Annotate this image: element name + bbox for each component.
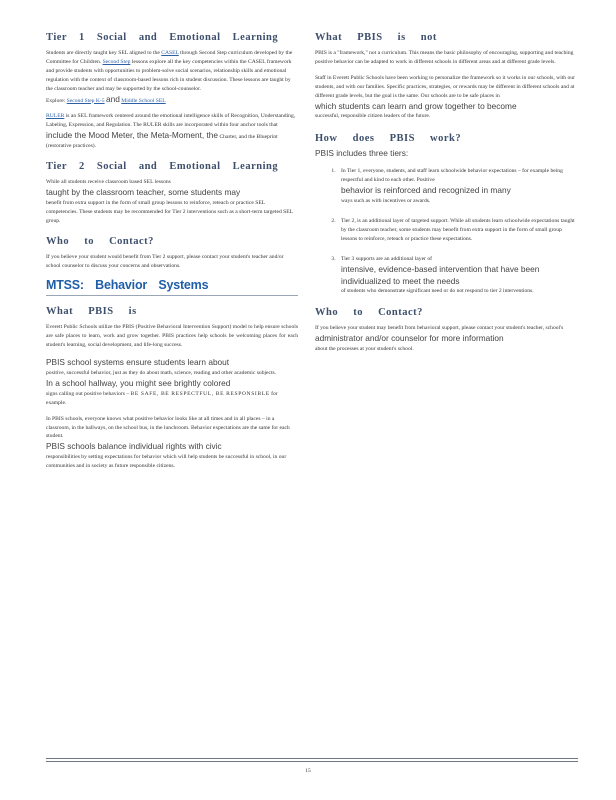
pbis-paragraph-2 [46, 357, 298, 408]
middle-school-sel-link[interactable]: Middle School SEL [121, 97, 166, 104]
tier2-text-b: benefit from extra support in the form of small group lessons to reinforce, reteach or practice SEL competencies. These students may be recommended for Tier 2 interventions such as a short-term targeted SEL group. [46, 199, 293, 224]
ruler-text-a: is an SEL framework centered around the emotional intelligence skills of Recognition, Understanding, Labeling, Expression, and Regulation. The RULER skills are incorporated within four anchor tools that [46, 113, 296, 129]
tier1-text-a: Students are directly taught key SEL aligned to the [46, 50, 160, 56]
pbis-not-text-2: Staff in Everett Public Schools have been working to personalize the framework so it works in our schools, with our students, and with our families. Specific practices, strategies, or rewards may be different in different schools and at different grade levels, but the goal is the same. Our schools are to be safe places in [315, 74, 575, 99]
pbis-text-5: responsibilities by setting expectations for behavior which will help students be successful in school, in our communities and in society as future responsible citizens. [46, 454, 287, 470]
second-step-link[interactable]: Second Step [102, 58, 131, 65]
pbis-large-2: In a school hallway, you might see brightly colored [46, 377, 231, 388]
mtss-behavior-heading: MTSS: Behavior Systems [46, 278, 209, 293]
pbis-text-2: positive, successful behavior, just as they do about math, science, reading and other academic subjects. [46, 370, 277, 377]
three-tiers-subheading: PBIS includes three tiers: [315, 148, 409, 159]
tiers-list [315, 167, 577, 296]
tier-2-item: 2. Tier 2, is an additional layer of targeted support. While all students learn schoolwide expectations taught by the classroom teacher, some students may benefit from extra support in the form of small group lessons to reinforce, reteach or practice these expectations. [337, 217, 577, 244]
explore-and: and [106, 93, 120, 104]
tier2-contact-heading: Who to Contact? [46, 235, 154, 247]
pbis-text-3a: signs calling out positive behaviors – [46, 390, 130, 397]
footer-rule-bottom [46, 761, 578, 762]
how-pbis-works-heading: How does PBIS work? [315, 133, 462, 145]
left-column [46, 32, 298, 478]
ruler-text-large: include the Mood Meter, the Meta-Moment, the [46, 130, 219, 141]
tier-3-large: intensive, evidence-based intervention that have been individualized to meet the needs [341, 263, 540, 286]
tier-1-large: behavior is reinforced and recognized in many [341, 185, 511, 196]
tier2-text-a: While all students receive classroom based SEL lessons [46, 179, 171, 186]
tier-1-item [337, 167, 577, 206]
tier-3-text-a: Tier 3 supports are an additional layer of [341, 255, 432, 262]
ruler-link[interactable]: RULER [46, 113, 65, 120]
right-column [315, 32, 577, 361]
pbis-not-text-3: successful, responsible citizen leaders of the future. [315, 113, 431, 120]
what-pbis-is-heading: What PBIS is [46, 306, 137, 318]
behavior-contact-heading: Who to Contact? [315, 307, 423, 319]
tier1-text-d: lessons explore all the key competencies within the CASEL framework and provide students with opportunities to problem-solve social scenarios, relationship skills and emotional regulation with the context of classroom-based lessons rich in student discussion. These lessons are taught by the classroom teacher and may be supported by the school-counselor. [46, 58, 292, 92]
tier2-text-large: taught by the classroom teacher, some students may [46, 186, 241, 197]
ruler-text-b: Charter, and the Blueprint (restorative practices). [46, 134, 278, 150]
pbis-text-3b: for example. [46, 390, 278, 406]
casel-link[interactable]: CASEL [161, 50, 179, 56]
behavior-contact-paragraph [315, 324, 577, 354]
what-pbis-is-not-heading: What PBIS is not [315, 32, 437, 43]
second-step-k5-link[interactable]: Second Step K-5 [66, 97, 105, 104]
tier2-paragraph [46, 178, 298, 226]
behavior-contact-text-a: If you believe your student may benefit from behavioral support, please contact your student's teacher, school's [315, 325, 564, 332]
pbis-paragraph-1: Everett Public Schools utilize the PBIS (Positive Behavioral Intervention Support) model to help ensure schools are safe places to learn, work and grow together. PBIS practices help schools be welcoming places for each student's learning, social development, and life-long success. [46, 324, 298, 349]
tier1-paragraph [46, 49, 298, 105]
behavior-contact-text-b: about the processes at your student's school. [315, 346, 414, 353]
pbis-text-4: In PBIS schools, everyone knows what positive behavior looks like at all times and in all places – in a classroom, in the hallways, on the school bus, in the lunchroom. Behavior expectations are the same for each student. [46, 415, 290, 440]
behavior-contact-large: administrator and/or counselor for more information [315, 333, 504, 344]
tier2-contact-paragraph: If you believe your student would benefit from Tier 2 support, please contact your student's teacher and/or school counselor to discuss your concerns and observations. [46, 253, 284, 269]
tier2-heading: Tier 2 Social and Emotional Learning [46, 161, 279, 173]
tier1-heading: Tier 1 Social and Emotional Learning [46, 32, 279, 43]
pbis-large-1: PBIS school systems ensure students learn about [46, 357, 230, 368]
page-number: 15 [305, 768, 311, 774]
tier1-text-c: Committee for Children. [46, 58, 102, 65]
ruler-paragraph [46, 112, 298, 151]
footer-rule-top [46, 758, 578, 759]
tier-3-text-b: of students who demonstrate significant need or do not respond to tier 2 interventions. [341, 288, 534, 295]
pbis-not-paragraph-2 [315, 74, 577, 122]
tier-1-text-a: In Tier 1, everyone, students, and staff learn schoolwide behavior expectations – for example being respectful and kind to each other. Positive [341, 168, 563, 184]
section-divider [46, 295, 298, 296]
pbis-large-3: PBIS schools balance individual rights with civic [46, 441, 222, 452]
tier1-text-b: through Second Step curriculum developed by the [180, 50, 293, 56]
pbis-not-paragraph-1: PBIS is a "framework," not a curriculum. This means the basic philosophy of encouraging, supporting and teaching positive behavior can be adapted to work in different schools in different areas and at different grade levels. [315, 50, 574, 65]
tier-3-item [337, 255, 577, 297]
pbis-paragraph-3 [46, 415, 298, 471]
explore-label: Explore: [46, 97, 66, 104]
pbis-expectations: BE SAFE, BE RESPECTFUL, BE RESPONSIBLE [130, 390, 270, 397]
pbis-not-large: which students can learn and grow together to become [315, 100, 517, 111]
tier-1-text-b: ways such as with incentives or awards. [341, 198, 431, 205]
